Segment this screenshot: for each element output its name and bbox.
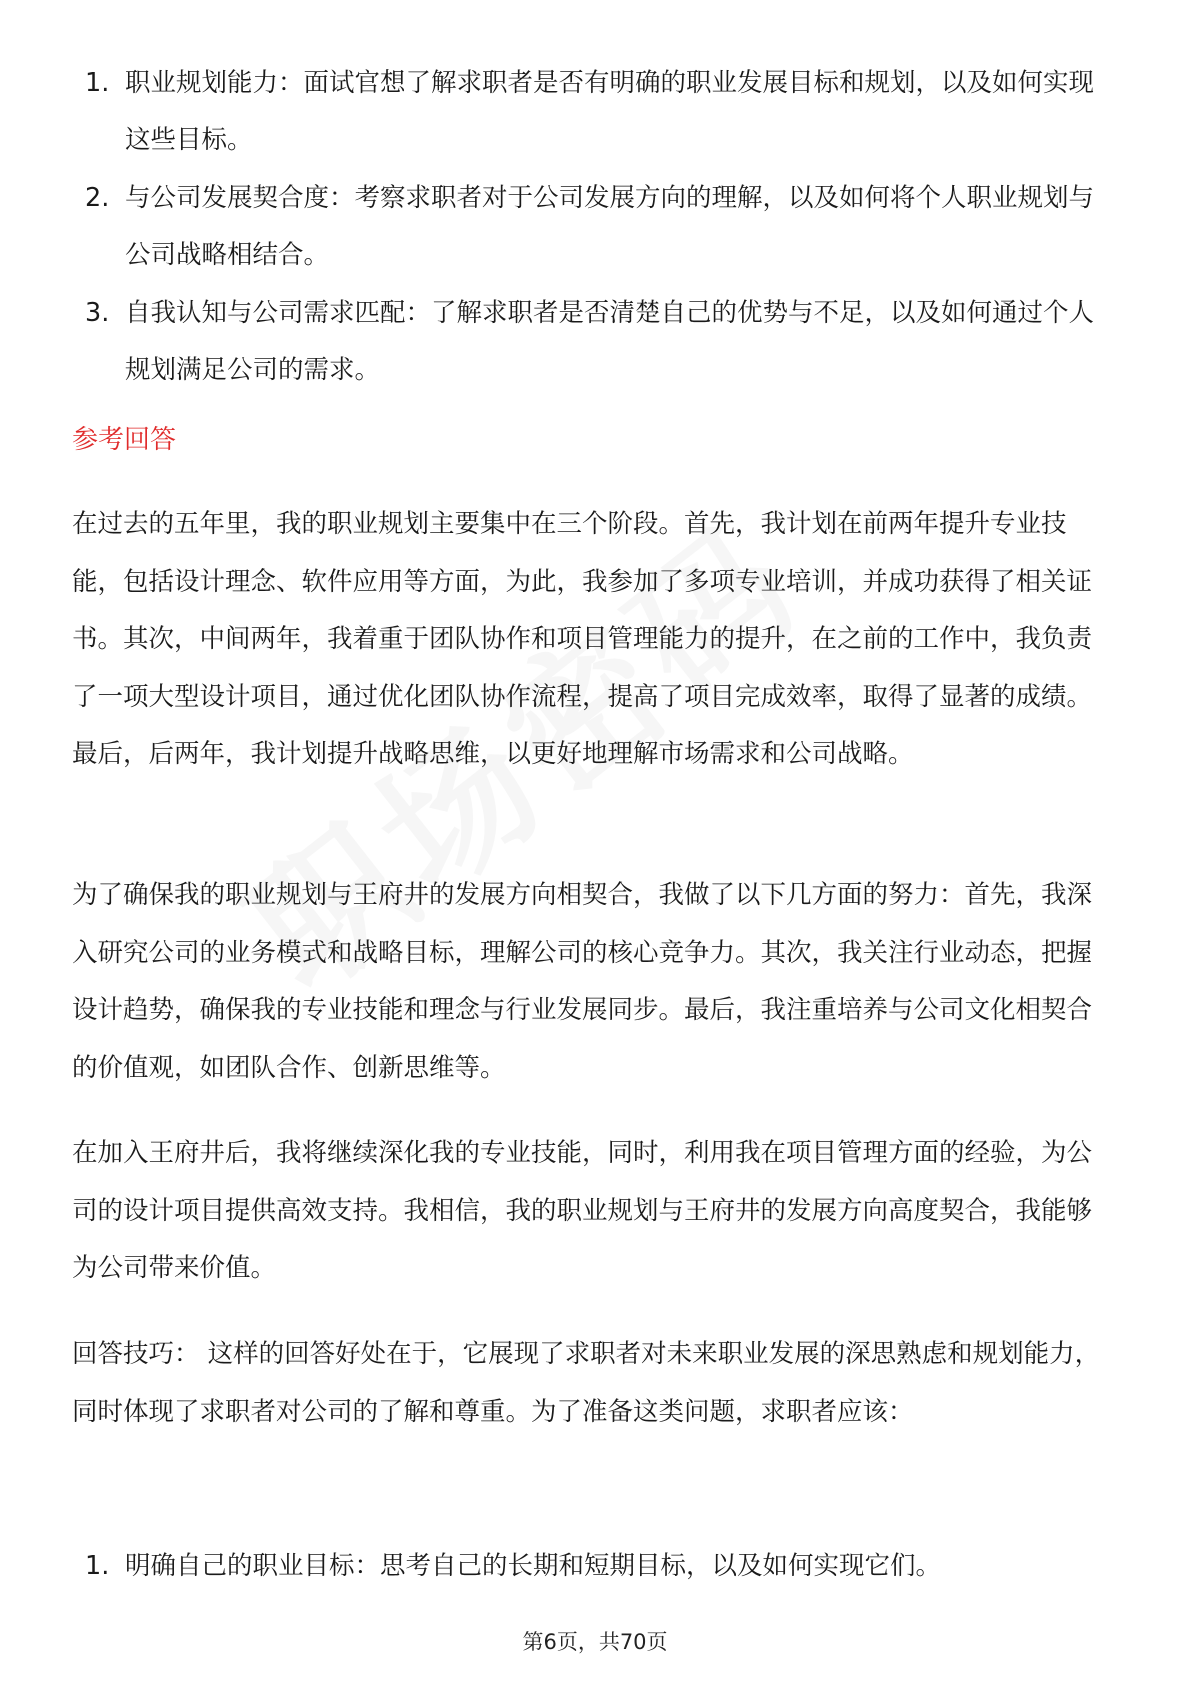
preparation-list: [0, 1538, 1115, 1595]
evaluation-points-list: [0, 55, 1115, 400]
paragraph: 在加入王府井后，我将继续深化我的专业技能，同时，利用我在项目管理方面的经验，为公司的设计项目提供高效支持。我相信，我的职业规划与王府井的发展方向高度契合，我能够为公司带来价值。: [72, 1138, 1093, 1283]
list-item: [0, 285, 1115, 399]
list-number: 2.: [85, 183, 110, 213]
list-item-text: 自我认知与公司需求匹配：了解求职者是否清楚自己的优势与不足，以及如何通过个人规划满足公司的需求。: [125, 298, 1095, 385]
list-item-text: 与公司发展契合度：考察求职者对于公司发展方向的理解，以及如何将个人职业规划与公司战略相结合。: [125, 183, 1095, 270]
page-number: 第6页，共70页: [522, 1630, 668, 1654]
list-item: [0, 1538, 1115, 1595]
list-number: 1.: [85, 68, 110, 98]
list-item-text: 职业规划能力：面试官想了解求职者是否有明确的职业发展目标和规划，以及如何实现这些目标。: [125, 68, 1095, 155]
list-item-text: 明确自己的职业目标：思考自己的长期和短期目标，以及如何实现它们。: [125, 1551, 942, 1581]
list-number: 1.: [85, 1551, 110, 1581]
section-heading: 参考回答: [72, 425, 177, 455]
list-item: [0, 55, 1115, 169]
paragraph: 在过去的五年里，我的职业规划主要集中在三个阶段。首先，我计划在前两年提升专业技能，包括设计理念、软件应用等方面，为此，我参加了多项专业培训，并成功获得了相关证书。其次，中间两年，我着重于团队协作和项目管理能力的提升，在之前的工作中，我负责了一项大型设计项目，通过优化团队协作流程，提高了项目完成效率，取得了显著的成绩。最后，后两年，我计划提升战略思维，以更好地理解市场需求和公司战略。: [72, 509, 1093, 769]
list-item: [0, 170, 1115, 284]
answer-tips-paragraph: 回答技巧： 这样的回答好处在于，它展现了求职者对未来职业发展的深思熟虑和规划能力，同时体现了求职者对公司的了解和尊重。为了准备这类问题，求职者应该：: [72, 1339, 1101, 1427]
paragraph: 为了确保我的职业规划与王府井的发展方向相契合，我做了以下几方面的努力：首先，我深入研究公司的业务模式和战略目标，理解公司的核心竞争力。其次，我关注行业动态，把握设计趋势，确保我的专业技能和理念与行业发展同步。最后，我注重培养与公司文化相契合的价值观，如团队合作、创新思维等。: [72, 880, 1093, 1083]
list-number: 3.: [85, 298, 110, 328]
